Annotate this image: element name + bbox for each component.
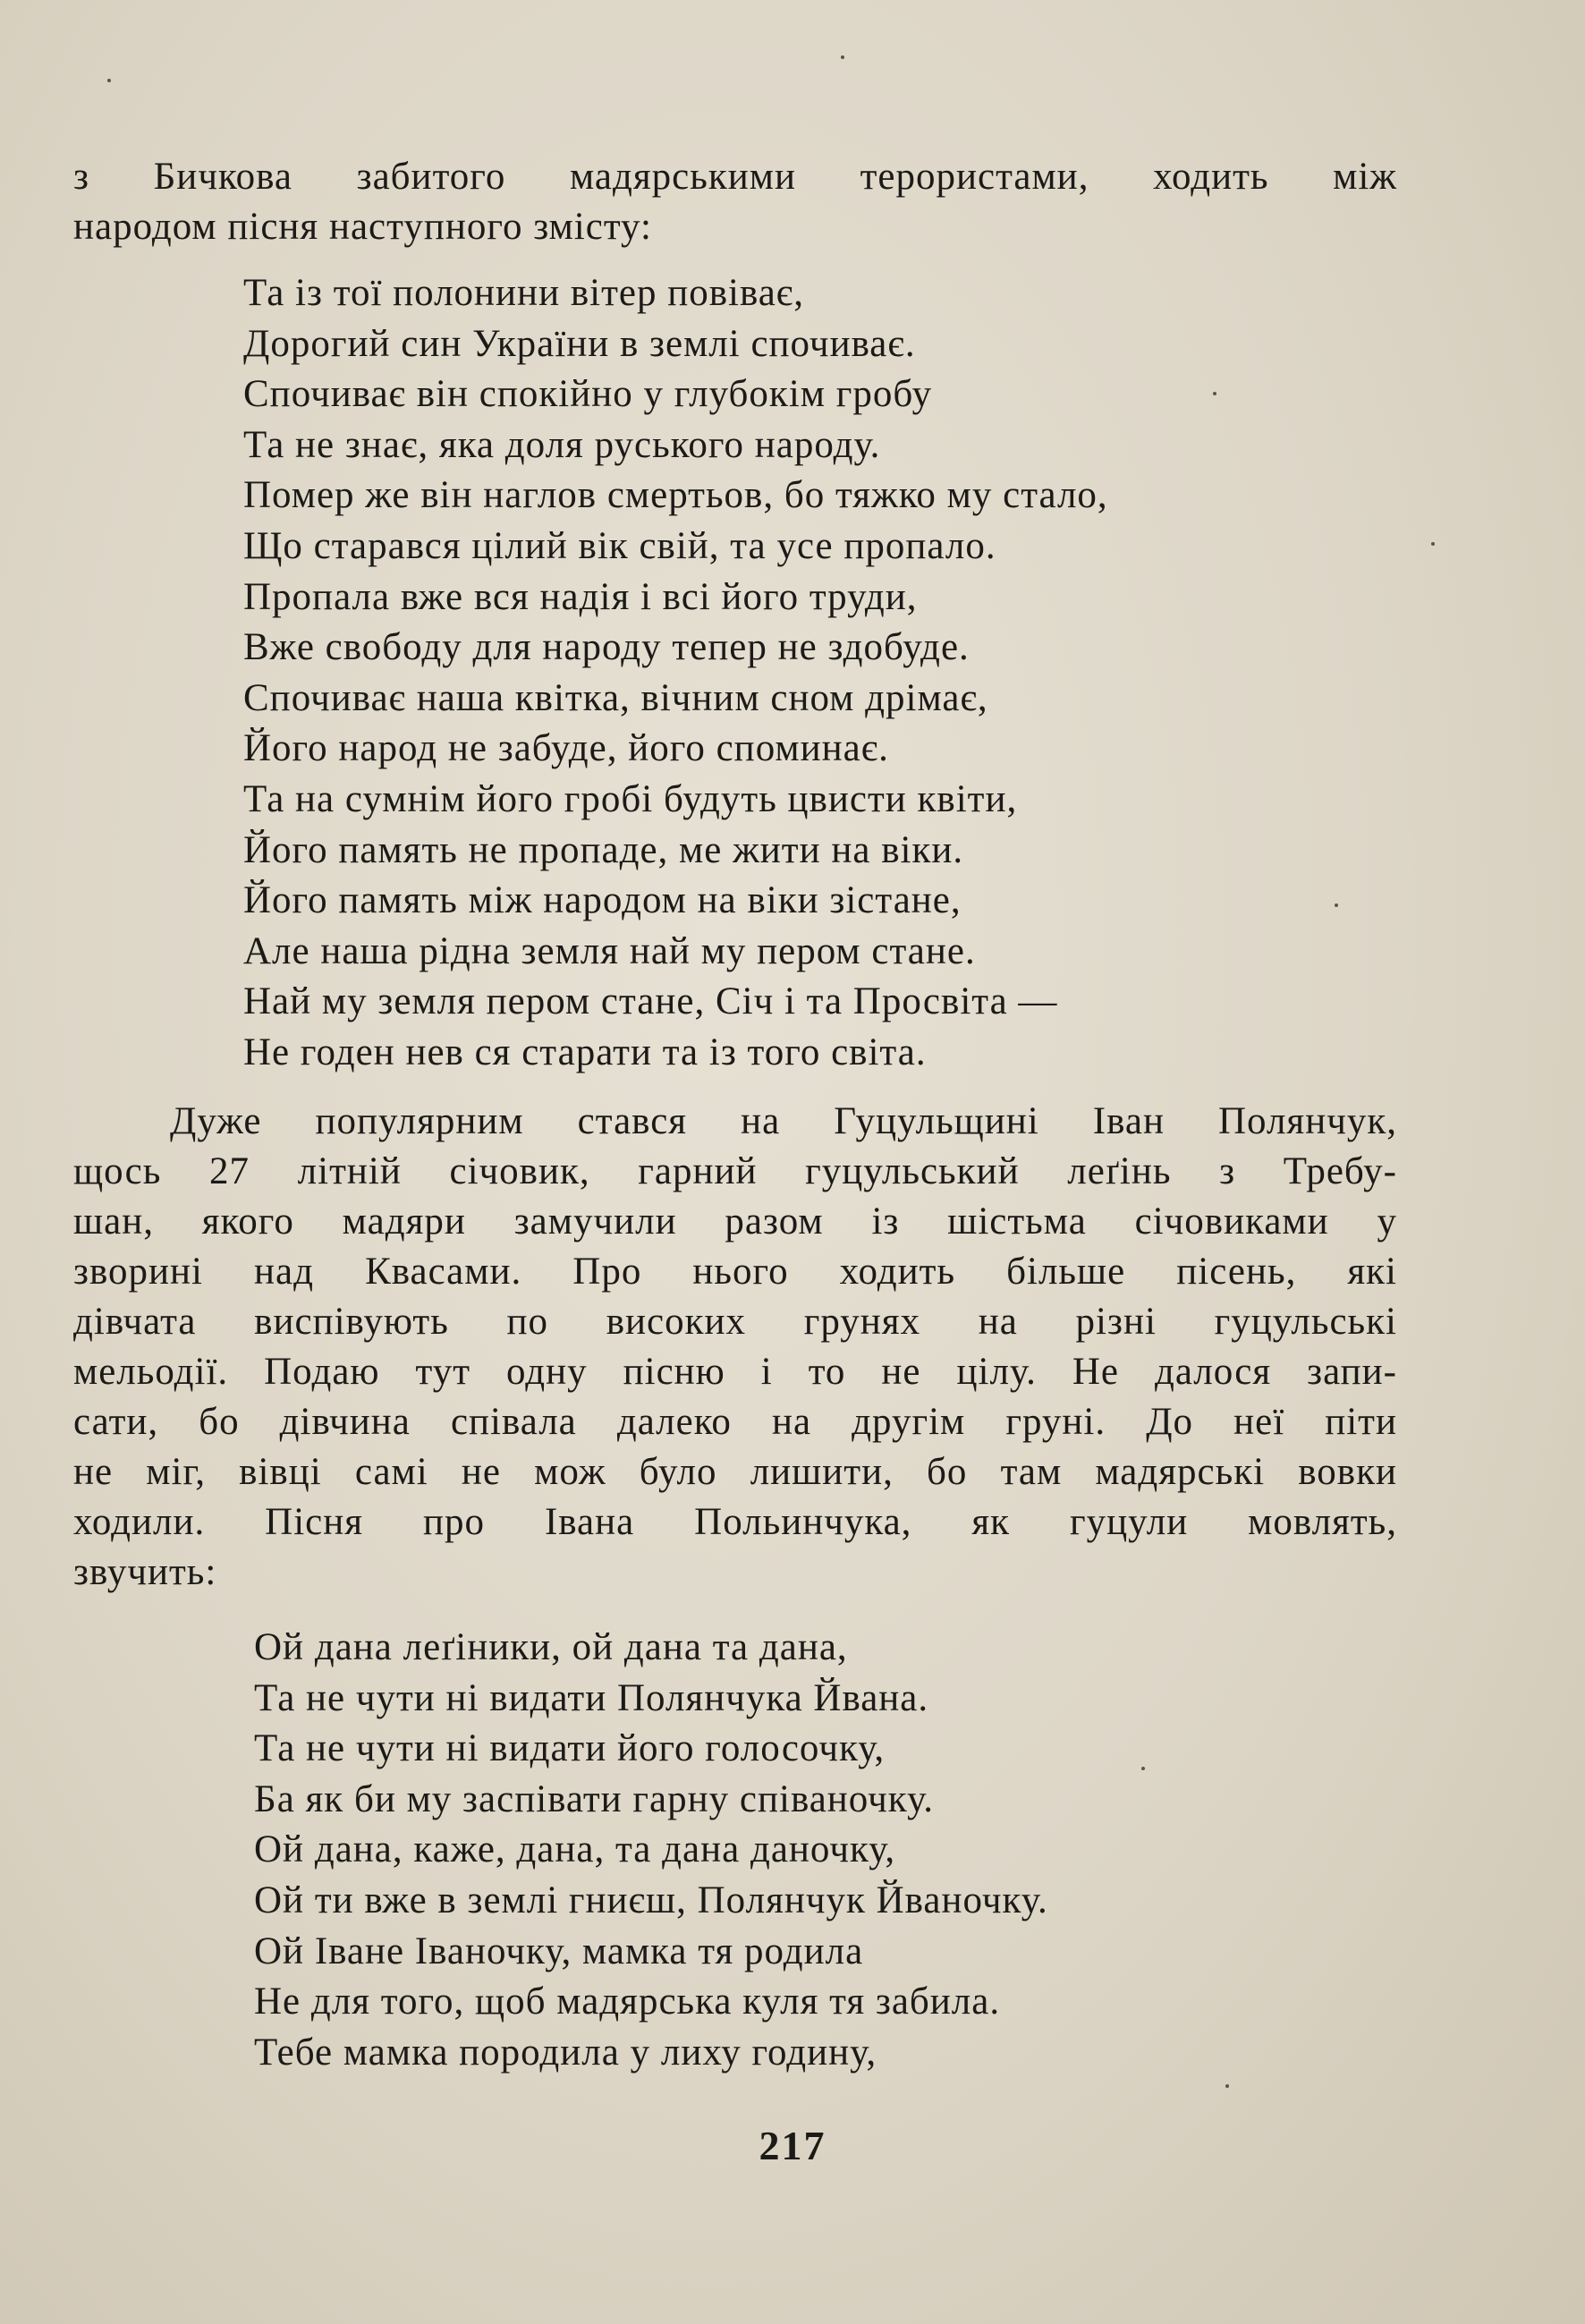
paragraph-line: дівчата виспівують по високих грунях на різні гуцульські xyxy=(73,1301,1397,1343)
verse-line: Спочиває він спокійно у глубокім гробу xyxy=(243,373,933,416)
verse-line: Най му земля пером стане, Січ і та Просвіта — xyxy=(243,980,1058,1023)
verse-line: Не для того, щоб мадярська куля тя забила. xyxy=(254,1980,1001,2023)
verse-line: Але наша рідна земля най му пером стане. xyxy=(243,929,976,972)
intro-paragraph xyxy=(73,152,1397,252)
verse-line: Помер же він наглов смертьов, бо тяжко му стало, xyxy=(243,474,1108,517)
paragraph-line: шан, якого мадяри замучили разом із шістьма січовиками у xyxy=(73,1200,1397,1243)
verse-line: Його народ не забуде, його споминає. xyxy=(243,727,889,770)
paragraph-line: ходили. Пісня про Івана Польинчука, як гуцули мовлять, xyxy=(73,1501,1397,1543)
paragraph-line: Дуже популярним стався на Гуцульщині Іван Полянчук, xyxy=(170,1100,1397,1142)
paper-speck xyxy=(1213,392,1216,395)
paper-speck xyxy=(107,79,111,82)
paragraph-line: звучить: xyxy=(73,1551,217,1593)
verse-line: Ой дана леґіники, ой дана та дана, xyxy=(254,1626,848,1668)
verse-line: Не годен нев ся старати та із того світа. xyxy=(243,1031,927,1073)
verse-line: Спочиває наша квітка, вічним сном дрімає, xyxy=(243,676,988,719)
song-verse-bychkiv xyxy=(243,268,1108,1079)
paper-speck xyxy=(1225,2084,1229,2088)
verse-line: Та не знає, яка доля руського народу. xyxy=(243,423,881,466)
verse-line: Ой дана, каже, дана, та дана даночку, xyxy=(254,1828,896,1871)
verse-line: Його память не пропаде, ме жити на віки. xyxy=(243,828,964,871)
paper-speck xyxy=(1335,903,1338,907)
paragraph-line: сати, бо дівчина співала далеко на другім груні. До неї піти xyxy=(73,1401,1397,1443)
song-verse-polianchuk xyxy=(254,1623,1048,2078)
verse-line: Дорогий син України в землі спочиває. xyxy=(243,322,916,365)
paragraph-line: зворині над Квасами. Про нього ходить більше пісень, які xyxy=(73,1251,1397,1293)
paragraph-line: щось 27 літній січовик, гарний гуцульський леґінь з Требу- xyxy=(73,1150,1397,1192)
paper-speck xyxy=(1141,1767,1145,1770)
paragraph-line: з Бичкова забитого мадярськими терористами, ходить між xyxy=(73,156,1397,198)
prose-paragraph xyxy=(73,1097,1397,1598)
page-number: 217 xyxy=(759,2123,826,2168)
verse-line: Та із тої полонини вітер повіває, xyxy=(243,272,805,314)
paper-speck xyxy=(1431,542,1435,546)
paragraph-line: народом пісня наступного змісту: xyxy=(73,206,652,248)
verse-line: Що старався цілий вік свій, та усе пропало. xyxy=(243,524,996,567)
verse-line: Та не чути ні видати Полянчука Йвана. xyxy=(254,1676,929,1719)
verse-line: Ой ти вже в землі гниєш, Полянчук Йваночку. xyxy=(254,1879,1048,1921)
verse-line: Його память між народом на віки зістане, xyxy=(243,879,962,922)
verse-line: Вже свободу для народу тепер не здобуде. xyxy=(243,626,970,669)
verse-line: Та на сумнім його гробі будуть цвисти квіти, xyxy=(243,777,1018,820)
verse-line: Ба як би му заспівати гарну співаночку. xyxy=(254,1777,935,1820)
paper-speck xyxy=(841,55,844,59)
verse-line: Пропала вже вся надія і всі його труди, xyxy=(243,575,918,618)
verse-line: Тебе мамка породила у лиху годину, xyxy=(254,2031,877,2074)
paragraph-line: не міг, вівці самі не мож було лишити, бо там мадярські вовки xyxy=(73,1451,1397,1493)
verse-line: Та не чути ні видати його голосочку, xyxy=(254,1727,886,1770)
paragraph-line: мельодії. Подаю тут одну пісню і то не цілу. Не далося запи- xyxy=(73,1351,1397,1393)
verse-line: Ой Іване Іваночку, мамка тя родила xyxy=(254,1930,864,1972)
